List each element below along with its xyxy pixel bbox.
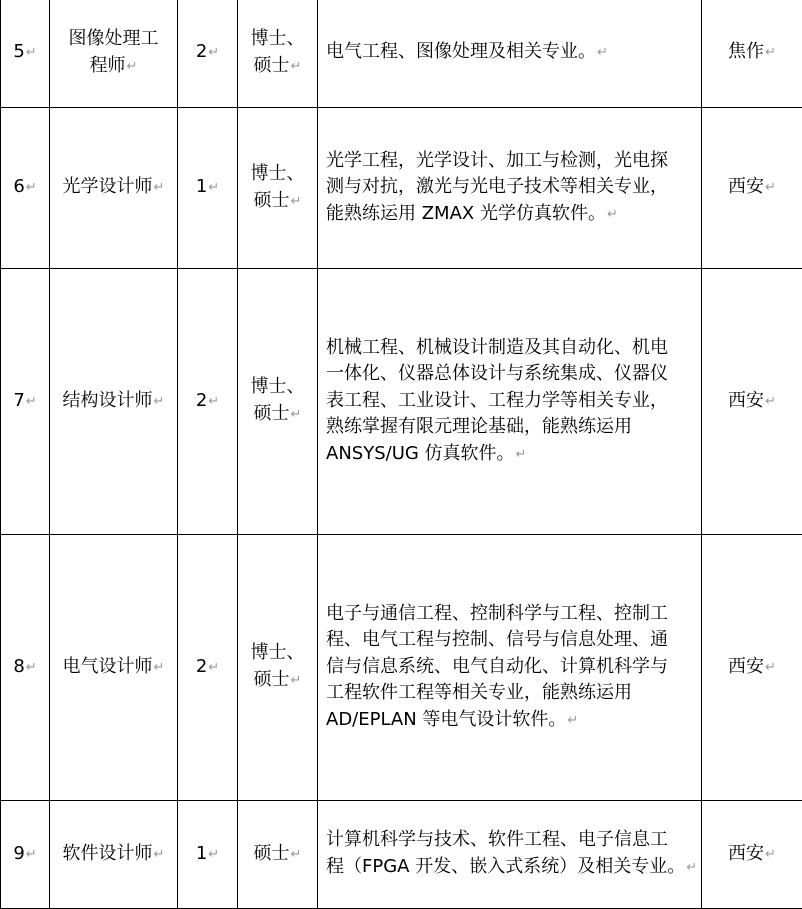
requirement-text: ANSYS/UG 仿真软件。	[326, 443, 515, 464]
cell-degree	[238, 0, 318, 108]
degree-text: 硕士	[254, 55, 290, 76]
cell-location	[702, 535, 802, 801]
cell-number	[1, 0, 50, 108]
table-row	[1, 0, 802, 108]
cell-requirements	[318, 269, 702, 535]
table-body	[1, 0, 802, 909]
cell-position	[50, 535, 178, 801]
paragraph-mark-icon: ↵	[765, 45, 776, 60]
degree-text: 博士、	[251, 163, 305, 184]
row-number: 9	[13, 843, 24, 864]
paragraph-mark-icon: ↵	[291, 59, 302, 74]
requirement-text: 光学工程，光学设计、加工与检测，光电探	[326, 150, 668, 171]
cell-position	[50, 269, 178, 535]
cell-location	[702, 108, 802, 269]
cell-position	[50, 801, 178, 909]
requirement-line	[326, 601, 695, 628]
degree-line	[238, 841, 317, 869]
headcount-value: 1	[196, 176, 207, 197]
paragraph-mark-icon: ↵	[208, 847, 219, 862]
headcount-value: 2	[196, 656, 207, 677]
cell-headcount	[178, 801, 238, 909]
degree-text: 硕士	[254, 403, 290, 424]
requirement-line	[326, 39, 695, 67]
position-text: 光学设计师	[63, 176, 153, 197]
degree-line	[238, 640, 317, 667]
requirement-text: 程（FPGA 开发、嵌入式系统）及相关专业。	[326, 856, 685, 877]
degree-text: 博士、	[251, 376, 305, 397]
cell-headcount	[178, 535, 238, 801]
position-line	[50, 174, 177, 202]
requirement-text: 程、电气工程与控制、信号与信息处理、通	[326, 629, 668, 650]
cell-location	[702, 801, 802, 909]
paragraph-mark-icon: ↵	[154, 847, 165, 862]
paragraph-mark-icon: ↵	[208, 45, 219, 60]
row-number: 8	[13, 656, 24, 677]
paragraph-mark-icon: ↵	[26, 45, 37, 60]
cell-requirements	[318, 801, 702, 909]
position-text: 图像处理工	[69, 28, 159, 49]
paragraph-mark-icon: ↵	[765, 847, 776, 862]
position-text: 程师	[90, 55, 126, 76]
paragraph-mark-icon: ↵	[291, 847, 302, 862]
requirement-text: 工程软件工程等相关专业，能熟练运用	[326, 682, 632, 703]
paragraph-mark-icon: ↵	[686, 860, 697, 875]
cell-degree	[238, 801, 318, 909]
requirement-line	[326, 654, 695, 681]
table-row	[1, 535, 802, 801]
paragraph-mark-icon: ↵	[208, 660, 219, 675]
degree-line	[238, 374, 317, 401]
requirement-line	[326, 680, 695, 707]
cell-degree	[238, 269, 318, 535]
location-text: 西安	[728, 390, 764, 411]
paragraph-mark-icon: ↵	[291, 673, 302, 688]
degree-text: 博士、	[251, 642, 305, 663]
cell-requirements	[318, 0, 702, 108]
requirement-text: 表工程、工业设计、工程力学等相关专业，	[326, 390, 668, 411]
location-text: 西安	[728, 656, 764, 677]
degree-line	[238, 188, 317, 216]
position-text: 电气设计师	[63, 656, 153, 677]
degree-line	[238, 401, 317, 429]
requirement-line	[326, 854, 695, 882]
requirement-line	[326, 174, 695, 201]
paragraph-mark-icon: ↵	[567, 713, 578, 728]
cell-requirements	[318, 535, 702, 801]
position-line	[50, 841, 177, 869]
cell-headcount	[178, 0, 238, 108]
requirement-text: 一体化、仪器总体设计与系统集成、仪器仪	[326, 363, 668, 384]
headcount-value: 2	[196, 390, 207, 411]
row-number: 7	[13, 390, 24, 411]
degree-line	[238, 26, 317, 53]
position-line	[50, 654, 177, 682]
requirement-text: 信与信息系统、电气自动化、计算机科学与	[326, 656, 668, 677]
paragraph-mark-icon: ↵	[154, 660, 165, 675]
cell-number	[1, 108, 50, 269]
table-row	[1, 801, 802, 909]
headcount-value: 1	[196, 843, 207, 864]
paragraph-mark-icon: ↵	[765, 394, 776, 409]
paragraph-mark-icon: ↵	[154, 180, 165, 195]
paragraph-mark-icon: ↵	[765, 180, 776, 195]
position-line	[50, 388, 177, 416]
degree-text: 博士、	[251, 28, 305, 49]
paragraph-mark-icon: ↵	[26, 180, 37, 195]
cell-number	[1, 801, 50, 909]
paragraph-mark-icon: ↵	[26, 660, 37, 675]
cell-requirements	[318, 108, 702, 269]
cell-location	[702, 0, 802, 108]
requirement-line	[326, 707, 695, 735]
cell-degree	[238, 535, 318, 801]
paragraph-mark-icon: ↵	[26, 847, 37, 862]
requirement-text: 计算机科学与技术、软件工程、电子信息工	[326, 829, 668, 850]
cell-headcount	[178, 108, 238, 269]
paragraph-mark-icon: ↵	[127, 59, 138, 74]
cell-headcount	[178, 269, 238, 535]
table-row	[1, 269, 802, 535]
degree-text: 硕士	[254, 669, 290, 690]
requirement-line	[326, 201, 695, 229]
row-number: 6	[13, 176, 24, 197]
paragraph-mark-icon: ↵	[765, 660, 776, 675]
position-text: 软件设计师	[63, 843, 153, 864]
location-text: 西安	[728, 843, 764, 864]
position-text: 结构设计师	[63, 390, 153, 411]
cell-number	[1, 269, 50, 535]
location-text: 焦作	[728, 41, 764, 62]
degree-text: 硕士	[254, 190, 290, 211]
requirement-text: 电气工程、图像处理及相关专业。	[326, 41, 596, 62]
cell-location	[702, 269, 802, 535]
headcount-value: 2	[196, 41, 207, 62]
requirement-line	[326, 414, 695, 441]
paragraph-mark-icon: ↵	[516, 447, 527, 462]
requirement-text: 电子与通信工程、控制科学与工程、控制工	[326, 603, 668, 624]
cell-degree	[238, 108, 318, 269]
location-text: 西安	[728, 176, 764, 197]
paragraph-mark-icon: ↵	[26, 394, 37, 409]
paragraph-mark-icon: ↵	[208, 180, 219, 195]
paragraph-mark-icon: ↵	[291, 407, 302, 422]
position-line	[50, 26, 177, 53]
requirement-line	[326, 148, 695, 175]
requirement-text: 机械工程、机械设计制造及其自动化、机电	[326, 337, 668, 358]
requirement-text: AD/EPLAN 等电气设计软件。	[326, 709, 566, 730]
cell-position	[50, 0, 178, 108]
cell-number	[1, 535, 50, 801]
requirement-line	[326, 627, 695, 654]
degree-line	[238, 667, 317, 695]
requirement-line	[326, 827, 695, 854]
cell-position	[50, 108, 178, 269]
requirement-line	[326, 335, 695, 362]
paragraph-mark-icon: ↵	[154, 394, 165, 409]
degree-line	[238, 53, 317, 81]
table-row	[1, 108, 802, 269]
requirement-line	[326, 441, 695, 469]
degree-text: 硕士	[254, 843, 290, 864]
paragraph-mark-icon: ↵	[607, 207, 618, 222]
degree-line	[238, 161, 317, 188]
row-number: 5	[13, 41, 24, 62]
requirement-line	[326, 388, 695, 415]
paragraph-mark-icon: ↵	[597, 45, 608, 60]
requirement-text: 熟练掌握有限元理论基础，能熟练运用	[326, 416, 632, 437]
requirement-line	[326, 361, 695, 388]
paragraph-mark-icon: ↵	[291, 194, 302, 209]
requirement-text: 能熟练运用 ZMAX 光学仿真软件。	[326, 203, 606, 224]
position-line	[50, 53, 177, 81]
requirement-text: 测与对抗，激光与光电子技术等相关专业，	[326, 176, 668, 197]
paragraph-mark-icon: ↵	[208, 394, 219, 409]
